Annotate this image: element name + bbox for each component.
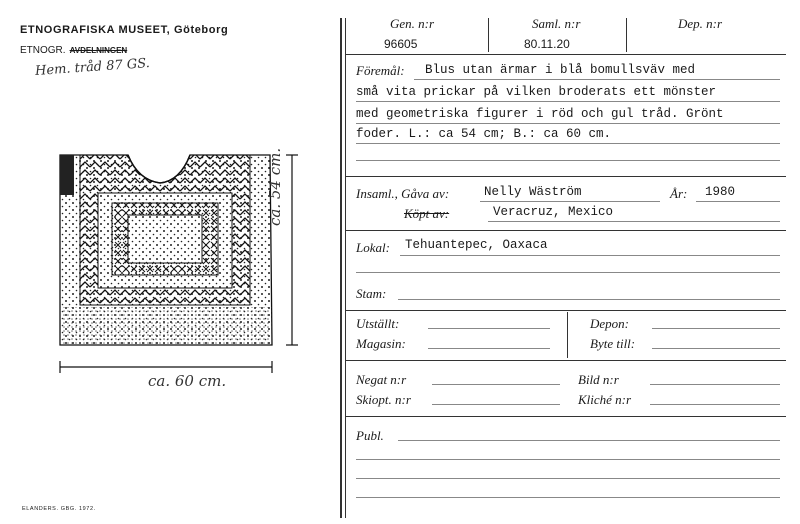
rule [356, 101, 780, 102]
printer-imprint: ELANDERS. GBG. 1972. [22, 506, 96, 512]
section-rule [346, 176, 786, 177]
depon-label: Depon: [590, 316, 629, 331]
stam-label: Stam: [356, 286, 387, 301]
rule [356, 272, 780, 273]
kopt-struck: Köpt av: [404, 206, 450, 221]
dep-label: Dep. n:r [678, 16, 723, 31]
section-rule [346, 416, 786, 417]
lokal-value: Tehuantepec, Oaxaca [405, 238, 548, 252]
rule [480, 201, 660, 202]
ar-value: 1980 [705, 185, 736, 199]
foremal-label: Föremål: [356, 63, 405, 78]
etnogr-struck-text: AVDELNINGEN [69, 46, 128, 55]
section-rule [346, 310, 786, 311]
museum-name: ETNOGRAFISKA MUSEET, Göteborg [20, 24, 229, 36]
section-rule [346, 230, 786, 231]
rule [432, 404, 560, 405]
magasin-label: Magasin: [356, 336, 406, 351]
rule [398, 440, 780, 441]
foremal-line-4: foder. L.: ca 54 cm; B.: ca 60 cm. [356, 127, 612, 141]
foremal-line-1: Blus utan ärmar i blå bomullsväv med [425, 63, 696, 77]
rule [356, 123, 780, 124]
rule [356, 459, 780, 460]
etnogr-label: ETNOGR. [20, 45, 66, 56]
insaml-label: Insaml., Gåva av: [356, 186, 450, 201]
section-rule [346, 360, 786, 361]
place-value: Veracruz, Mexico [493, 205, 614, 219]
foremal-line-3: med geometriska figurer i röd och gul tråd. Grönt [356, 107, 724, 121]
bild-label: Bild n:r [578, 372, 619, 387]
rule [488, 221, 780, 222]
lokal-label: Lokal: [356, 240, 390, 255]
skiopt-label: Skiopt. n:r [356, 392, 411, 407]
rule [432, 384, 560, 385]
rule [356, 497, 780, 498]
publ-label: Publ. [356, 428, 384, 443]
gen-value: 96605 [384, 37, 418, 51]
utstallt-divider [567, 312, 568, 358]
rule [356, 478, 780, 479]
header-rule [346, 54, 786, 55]
insaml-value: Nelly Wäström [484, 185, 582, 199]
saml-value: 80.11.20 [524, 37, 570, 51]
rule [400, 255, 780, 256]
rule [356, 160, 780, 161]
rule [650, 404, 780, 405]
rule [398, 299, 780, 300]
etnogr-line [20, 40, 127, 58]
rule [414, 79, 780, 80]
utstallt-label: Utställt: [356, 316, 400, 331]
gen-label: Gen. n:r [390, 16, 435, 31]
rule [652, 328, 780, 329]
negat-label: Negat n:r [356, 372, 407, 387]
rule [356, 143, 780, 144]
handwritten-note: Hem. tråd 87 GS. [34, 56, 151, 79]
kliche-label: Kliché n:r [578, 392, 632, 407]
header-divider-2 [626, 18, 627, 52]
ar-label: År: [670, 186, 688, 201]
header-divider-1 [488, 18, 489, 52]
rule [696, 201, 780, 202]
height-label: ca. 54 cm. [266, 147, 284, 226]
rule [650, 384, 780, 385]
foremal-line-2: små vita prickar på vilken broderats ett mönster [356, 85, 717, 99]
card-divider-thin [345, 18, 346, 518]
card-divider [340, 18, 342, 518]
rule [428, 348, 550, 349]
saml-label: Saml. n:r [532, 16, 581, 31]
rule [428, 328, 550, 329]
rule [652, 348, 780, 349]
byte-label: Byte till: [590, 336, 636, 351]
width-label: ca. 60 cm. [148, 372, 227, 390]
